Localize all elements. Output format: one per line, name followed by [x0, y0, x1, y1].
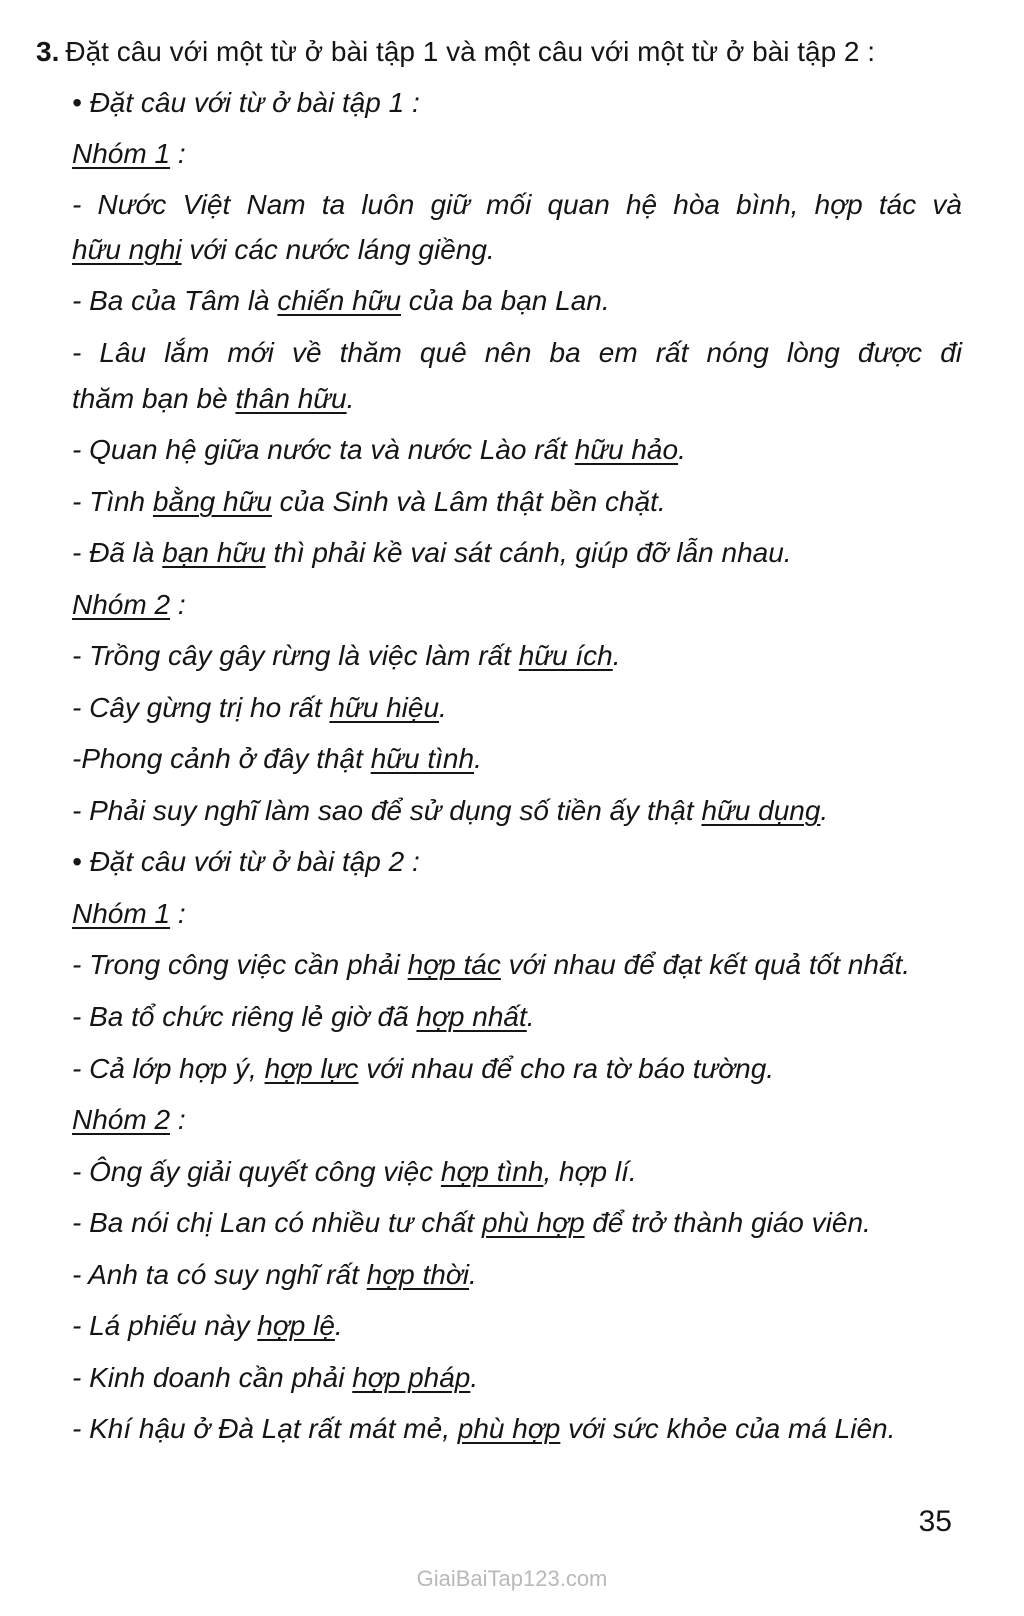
s2g2-sentence-4: - Lá phiếu này hợp lệ.: [72, 1310, 343, 1341]
section2-title: • Đặt câu với từ ở bài tập 2 :: [72, 846, 420, 877]
s1g1-sentence-1a: - Nước Việt Nam ta luôn giữ mối quan hệ hòa bình, hợp tác và: [72, 189, 962, 220]
exercise-heading: [36, 33, 996, 71]
exercise-number: 3.: [36, 36, 60, 67]
page-number: 35: [918, 1505, 952, 1538]
s1g1-sentence-4: - Quan hệ giữa nước ta và nước Lào rất hữu hảo.: [72, 434, 686, 465]
s1g1-sentence-3b: thăm bạn bè thân hữu.: [72, 383, 355, 414]
s2g1-sentence-2: - Ba tổ chức riêng lẻ giờ đã hợp nhất.: [72, 1001, 535, 1032]
s1g2-sentence-2: - Cây gừng trị ho rất hữu hiệu.: [72, 692, 447, 723]
section1-group2-label: Nhóm 2 :: [72, 589, 186, 620]
s2g2-sentence-3: - Anh ta có suy nghĩ rất hợp thời.: [72, 1259, 477, 1290]
s1g1-sentence-2: - Ba của Tâm là chiến hữu của ba bạn Lan.: [72, 285, 610, 316]
s2g2-sentence-5: - Kinh doanh cần phải hợp pháp.: [72, 1362, 479, 1393]
section2-group1-label: Nhóm 1 :: [72, 898, 186, 929]
s1g2-sentence-3: -Phong cảnh ở đây thật hữu tình.: [72, 743, 482, 774]
section2-group2-label: Nhóm 2 :: [72, 1104, 186, 1135]
s1g2-sentence-4: - Phải suy nghĩ làm sao để sử dụng số tiền ấy thật hữu dụng.: [72, 795, 829, 826]
s2g2-sentence-2: - Ba nói chị Lan có nhiều tư chất phù hợp để trở thành giáo viên.: [72, 1207, 871, 1238]
section1-group1-label: Nhóm 1 :: [72, 138, 186, 169]
s2g1-sentence-1: - Trong công việc cần phải hợp tác với nhau để đạt kết quả tốt nhất.: [72, 949, 911, 980]
s2g2-sentence-6: - Khí hậu ở Đà Lạt rất mát mẻ, phù hợp với sức khỏe của má Liên.: [72, 1413, 896, 1444]
s2g1-sentence-3: - Cả lớp hợp ý, hợp lực với nhau để cho ra tờ báo tường.: [72, 1053, 775, 1084]
site-watermark: GiaiBaiTap123.com: [416, 1566, 608, 1591]
s1g1-sentence-3a: - Lâu lắm mới về thăm quê nên ba em rất nóng lòng được đi: [72, 337, 962, 368]
s2g2-sentence-1: - Ông ấy giải quyết công việc hợp tình, hợp lí.: [72, 1156, 637, 1187]
s1g1-sentence-1b: hữu nghị với các nước láng giềng.: [72, 234, 495, 265]
s1g2-sentence-1: - Trồng cây gây rừng là việc làm rất hữu ích.: [72, 640, 621, 671]
s1g1-sentence-6: - Đã là bạn hữu thì phải kề vai sát cánh, giúp đỡ lẫn nhau.: [72, 537, 792, 568]
exercise-instruction: Đặt câu với một từ ở bài tập 1 và một câu với một từ ở bài tập 2 :: [65, 36, 876, 67]
section1-title: • Đặt câu với từ ở bài tập 1 :: [72, 87, 420, 118]
s1g1-sentence-5: - Tình bằng hữu của Sinh và Lâm thật bền chặt.: [72, 486, 666, 517]
